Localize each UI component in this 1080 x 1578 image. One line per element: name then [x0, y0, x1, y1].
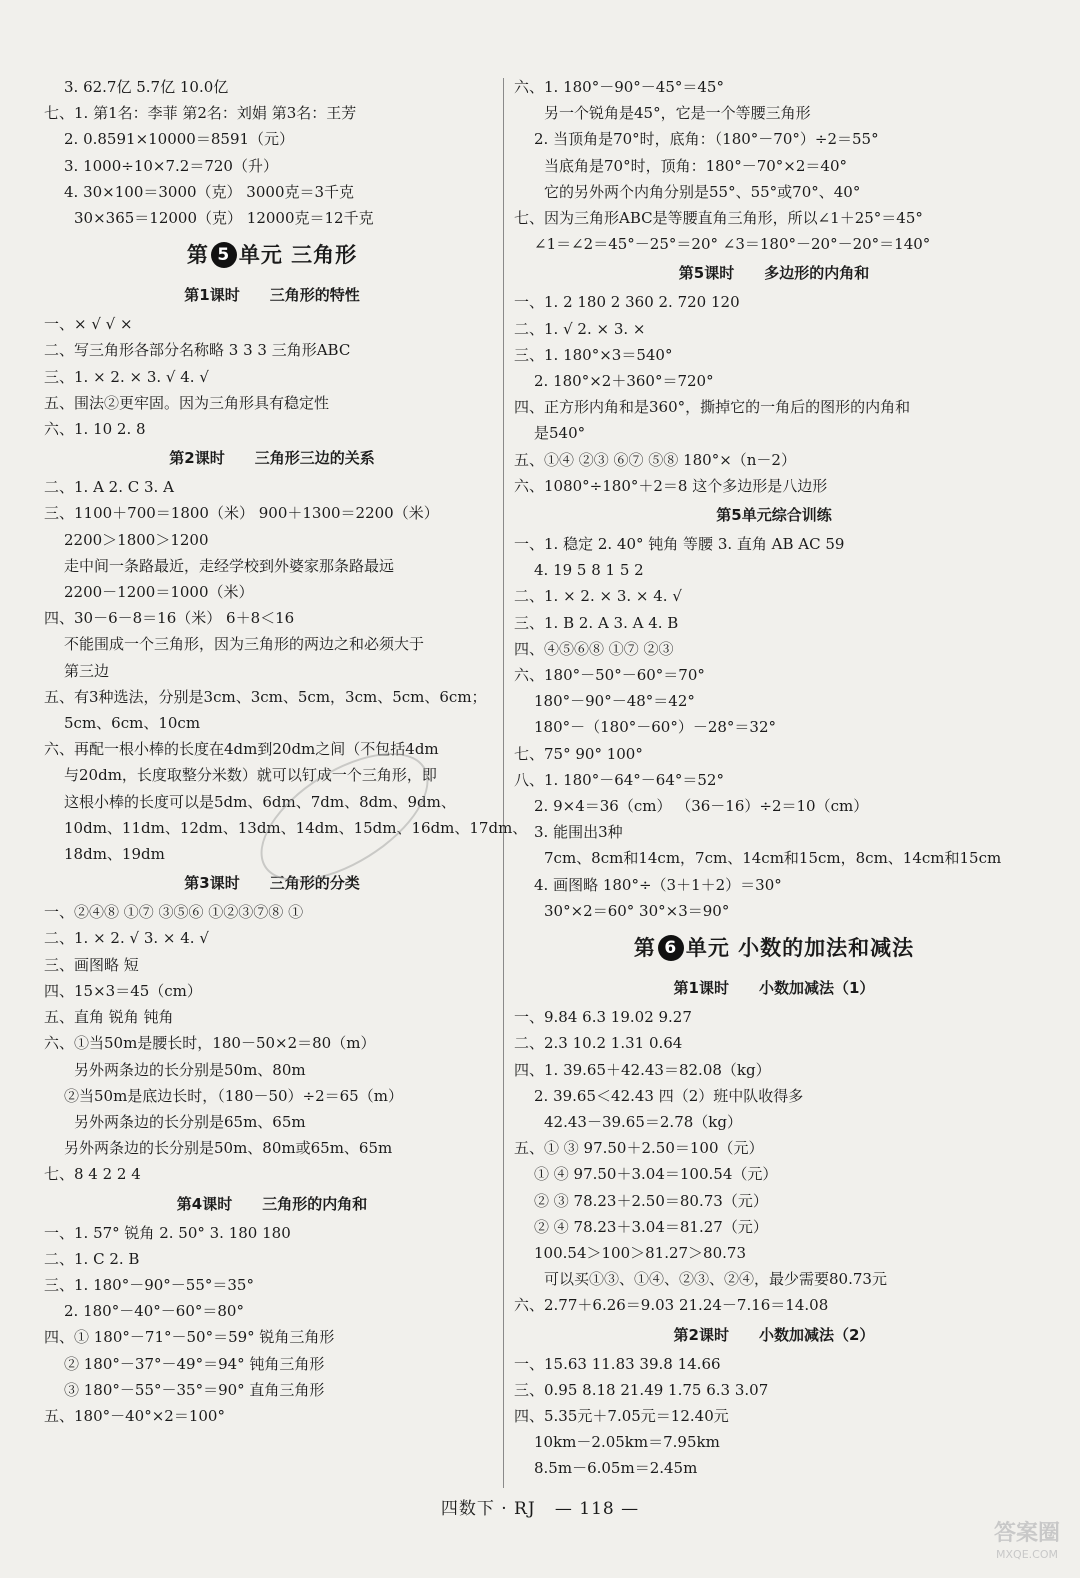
- answer-line: 与20dm，长度取整分米数）就可以钉成一个三角形，即: [64, 766, 437, 785]
- intro-answers: [514, 74, 1034, 257]
- answer-line: ① ④ 97.50＋3.04＝100.54（元）: [534, 1165, 778, 1184]
- lesson-answers: [514, 289, 1034, 499]
- answer-line: 另外两条边的长分别是50m、80m: [74, 1060, 306, 1079]
- answer-line: 五、180°－40°×2＝100°: [44, 1406, 225, 1425]
- right-column: [514, 74, 1034, 1482]
- answer-line: 不能围成一个三角形，因为三角形的两边之和必须大于: [64, 635, 425, 654]
- review-answers: [514, 531, 1034, 924]
- answer-line: 五、① ③ 97.50＋2.50＝100（元）: [514, 1139, 764, 1158]
- unit-number-badge: 5: [211, 242, 237, 268]
- answer-line: 五、有3种选法，分别是3cm、3cm、5cm，3cm、5cm、6cm；: [44, 687, 487, 706]
- answer-line: ② ④ 78.23＋3.04＝81.27（元）: [534, 1217, 768, 1236]
- answer-line: 一、1. 稳定 2. 40° 钝角 等腰 3. 直角 AB AC 59: [514, 535, 845, 554]
- answer-line: 5cm、6cm、10cm: [64, 714, 201, 733]
- answer-line: 六、1. 180°－90°－45°＝45°: [514, 78, 724, 96]
- answer-line: 100.54＞100＞81.27＞80.73: [534, 1243, 746, 1262]
- answer-line: 七、8 4 2 2 4: [44, 1165, 141, 1184]
- answer-line: 180°－90°－48°＝42°: [534, 692, 695, 711]
- left-column: [44, 74, 528, 1429]
- answer-line: 8.5m－6.05m＝2.45m: [534, 1459, 698, 1478]
- lesson-heading: 第1课时 小数加减法（1）: [673, 979, 875, 998]
- lesson-answers: [44, 899, 500, 1187]
- answer-line: 四、1. 39.65＋42.43＝82.08（kg）: [514, 1060, 771, 1079]
- lesson-heading: 第2课时 三角形三边的关系: [169, 449, 375, 468]
- answer-line: 四、30－6－8＝16（米） 6＋8＜16: [44, 609, 295, 628]
- answer-line: 三、1. × 2. × 3. √ 4. √: [44, 367, 209, 386]
- answer-line: 另外两条边的长分别是65m、65m: [74, 1112, 306, 1131]
- lesson-answers: [44, 1220, 500, 1430]
- answer-line: 2. 当顶角是70°时，底角：（180°－70°）÷2＝55°: [534, 130, 879, 149]
- answer-line: 二、1. √ 2. × 3. ×: [514, 319, 646, 338]
- lesson-answers: [514, 1351, 1034, 1482]
- answer-line: 四、正方形内角和是360°，撕掉它的一角后的图形的内角和: [514, 398, 911, 417]
- answer-line: 180°－（180°－60°）－28°＝32°: [534, 718, 777, 737]
- answer-line: ② 180°－37°－49°＝94° 钝角三角形: [64, 1354, 325, 1373]
- answer-line: 走中间一条路最近，走经学校到外婆家那条路最远: [64, 556, 395, 575]
- answer-line: 一、②④⑧ ①⑦ ③⑤⑥ ①②③⑦⑧ ①: [44, 903, 304, 922]
- answer-line: 三、1. 180°－90°－55°＝35°: [44, 1275, 254, 1294]
- answer-line: 4. 19 5 8 1 5 2: [534, 561, 644, 580]
- answer-line: 三、1. B 2. A 3. A 4. B: [514, 613, 679, 632]
- answer-line: ② ③ 78.23＋2.50＝80.73（元）: [534, 1191, 768, 1210]
- answer-line: 另外两条边的长分别是50m、80m或65m、65m: [64, 1139, 393, 1158]
- answer-line: 三、1. 180°×3＝540°: [514, 345, 673, 364]
- lesson-answers: [44, 474, 528, 867]
- lesson-heading: 第3课时 三角形的分类: [184, 874, 360, 893]
- answer-line: 七、75° 90° 100°: [514, 744, 643, 763]
- answer-line: 42.43－39.65＝2.78（kg）: [544, 1112, 742, 1131]
- answer-line: 二、1. C 2. B: [44, 1249, 140, 1268]
- answer-line: 3. 能围出3种: [534, 823, 623, 842]
- answer-line: 四、5.35元＋7.05元＝12.40元: [514, 1406, 729, 1425]
- answer-line: ∠1＝∠2＝45°－25°＝20° ∠3＝180°－20°－20°＝140°: [534, 235, 931, 254]
- answer-line: 10km－2.05km＝7.95km: [534, 1433, 720, 1452]
- review-heading: 第5单元综合训练: [716, 506, 832, 525]
- unit-6-heading: 第 6 单元 小数的加法和减法: [633, 936, 915, 961]
- answer-line: 六、1. 10 2. 8: [44, 420, 146, 439]
- watermark-logo: 答案圈 MXQE.COM: [993, 1521, 1060, 1561]
- answer-line: 四、④⑤⑥⑧ ①⑦ ②③: [514, 639, 674, 658]
- answer-line: 二、2.3 10.2 1.31 0.64: [514, 1034, 683, 1053]
- answer-line: 是540°: [534, 424, 586, 443]
- lesson-heading: 第4课时 三角形的内角和: [176, 1194, 368, 1213]
- answer-line: 第三边: [64, 661, 110, 680]
- answer-line: 2. 0.8591×10000＝8591（元）: [64, 130, 295, 149]
- answer-line: 二、1. × 2. × 3. × 4. √: [514, 587, 682, 606]
- page-footer: [0, 1494, 1080, 1519]
- answer-line: 三、1100＋700＝1800（米） 900＋1300＝2200（米）: [44, 504, 439, 523]
- unit-number-badge: 6: [658, 935, 684, 961]
- book-label: 四数下 · RJ: [440, 1499, 536, 1519]
- answer-line: 八、1. 180°－64°－64°＝52°: [514, 770, 724, 789]
- answer-line: 二、写三角形各部分名称略 3 3 3 三角形ABC: [44, 341, 351, 360]
- answer-line: 六、再配一根小棒的长度在4dm到20dm之间（不包括4dm: [44, 740, 439, 759]
- answer-line: 四、15×3＝45（cm）: [44, 981, 202, 1000]
- answer-line: 30×365＝12000（克） 12000克＝12千克: [74, 209, 374, 228]
- answer-line: ②当50m是底边长时，（180－50）÷2＝65（m）: [64, 1086, 403, 1105]
- lesson-answers: [514, 1004, 1034, 1318]
- answer-line: 30°×2＝60° 30°×3＝90°: [544, 901, 730, 920]
- answer-line: 它的另外两个内角分别是55°、55°或70°、40°: [544, 182, 861, 201]
- lesson-heading: 第1课时 三角形的特性: [184, 286, 360, 305]
- answer-line: 可以买①③、①④、②③、②④，最少需要80.73元: [544, 1270, 887, 1289]
- column-divider: [503, 78, 504, 1488]
- answer-line: 一、× √ √ ×: [44, 315, 133, 334]
- answer-line: 另一个锐角是45°，它是一个等腰三角形: [544, 104, 811, 123]
- answer-line: 六、2.77＋6.26＝9.03 21.24－7.16＝14.08: [514, 1296, 829, 1315]
- answer-line: 2200－1200＝1000（米）: [64, 583, 254, 602]
- answer-line: 一、15.63 11.83 39.8 14.66: [514, 1354, 721, 1373]
- answer-line: 六、1080°÷180°＋2＝8 这个多边形是八边形: [514, 476, 828, 495]
- answer-line: 4. 画图略 180°÷（3＋1＋2）＝30°: [534, 875, 782, 894]
- answer-line: 一、1. 2 180 2 360 2. 720 120: [514, 293, 740, 312]
- intro-answers: [44, 74, 500, 231]
- answer-line: ③ 180°－55°－35°＝90° 直角三角形: [64, 1380, 325, 1399]
- answer-line: 六、180°－50°－60°＝70°: [514, 666, 705, 685]
- answer-line: 三、0.95 8.18 21.49 1.75 6.3 3.07: [514, 1380, 769, 1399]
- answer-line: 一、9.84 6.3 19.02 9.27: [514, 1008, 692, 1027]
- answer-line: 这根小棒的长度可以是5dm、6dm、7dm、8dm、9dm、: [64, 792, 456, 811]
- answer-line: 2200＞1800＞1200: [64, 530, 209, 549]
- answer-line: 三、画图略 短: [44, 955, 139, 974]
- answer-line: 3. 62.7亿 5.7亿 10.0亿: [64, 78, 229, 96]
- answer-line: 2. 180°×2＋360°＝720°: [534, 372, 714, 391]
- answer-line: 10dm、11dm、12dm、13dm、14dm、15dm、16dm、17dm、: [64, 818, 528, 837]
- answer-line: 当底角是70°时，顶角：180°－70°×2＝40°: [544, 156, 848, 175]
- answer-line: 五、直角 锐角 钝角: [44, 1008, 174, 1027]
- answer-line: 2. 39.65＜42.43 四（2）班中队收得多: [534, 1086, 804, 1105]
- answer-line: 2. 180°－40°－60°＝80°: [64, 1302, 244, 1321]
- lesson-heading: 第5课时 多边形的内角和: [678, 264, 870, 283]
- answer-line: 18dm、19dm: [64, 845, 165, 864]
- answer-line: 二、1. A 2. C 3. A: [44, 478, 174, 497]
- answer-line: 2. 9×4＝36（cm） （36－16）÷2＝10（cm）: [534, 797, 869, 816]
- answer-line: 四、① 180°－71°－50°＝59° 锐角三角形: [44, 1328, 335, 1347]
- answer-line: 3. 1000÷10×7.2＝720（升）: [64, 156, 278, 175]
- answer-line: 一、1. 57° 锐角 2. 50° 3. 180 180: [44, 1223, 291, 1242]
- answer-line: 七、1. 第1名：李菲 第2名：刘娟 第3名：王芳: [44, 104, 357, 123]
- answer-line: 七、因为三角形ABC是等腰直角三角形，所以∠1＋25°＝45°: [514, 209, 923, 228]
- answer-line: 五、①④ ②③ ⑥⑦ ⑤⑧ 180°×（n－2）: [514, 450, 796, 469]
- answer-line: 7cm、8cm和14cm，7cm、14cm和15cm，8cm、14cm和15cm: [544, 849, 1002, 868]
- answer-line: 五、围法②更牢固。因为三角形具有稳定性: [44, 393, 330, 412]
- answer-line: 4. 30×100＝3000（克） 3000克＝3千克: [64, 182, 355, 201]
- page-number: — 118 —: [554, 1499, 640, 1519]
- answer-line: 二、1. × 2. √ 3. × 4. √: [44, 929, 209, 948]
- lesson-answers: [44, 311, 500, 442]
- unit-5-heading: 第 5 单元 三角形: [186, 243, 358, 268]
- answer-line: 六、①当50m是腰长时，180－50×2＝80（m）: [44, 1034, 376, 1053]
- lesson-heading: 第2课时 小数加减法（2）: [673, 1325, 875, 1344]
